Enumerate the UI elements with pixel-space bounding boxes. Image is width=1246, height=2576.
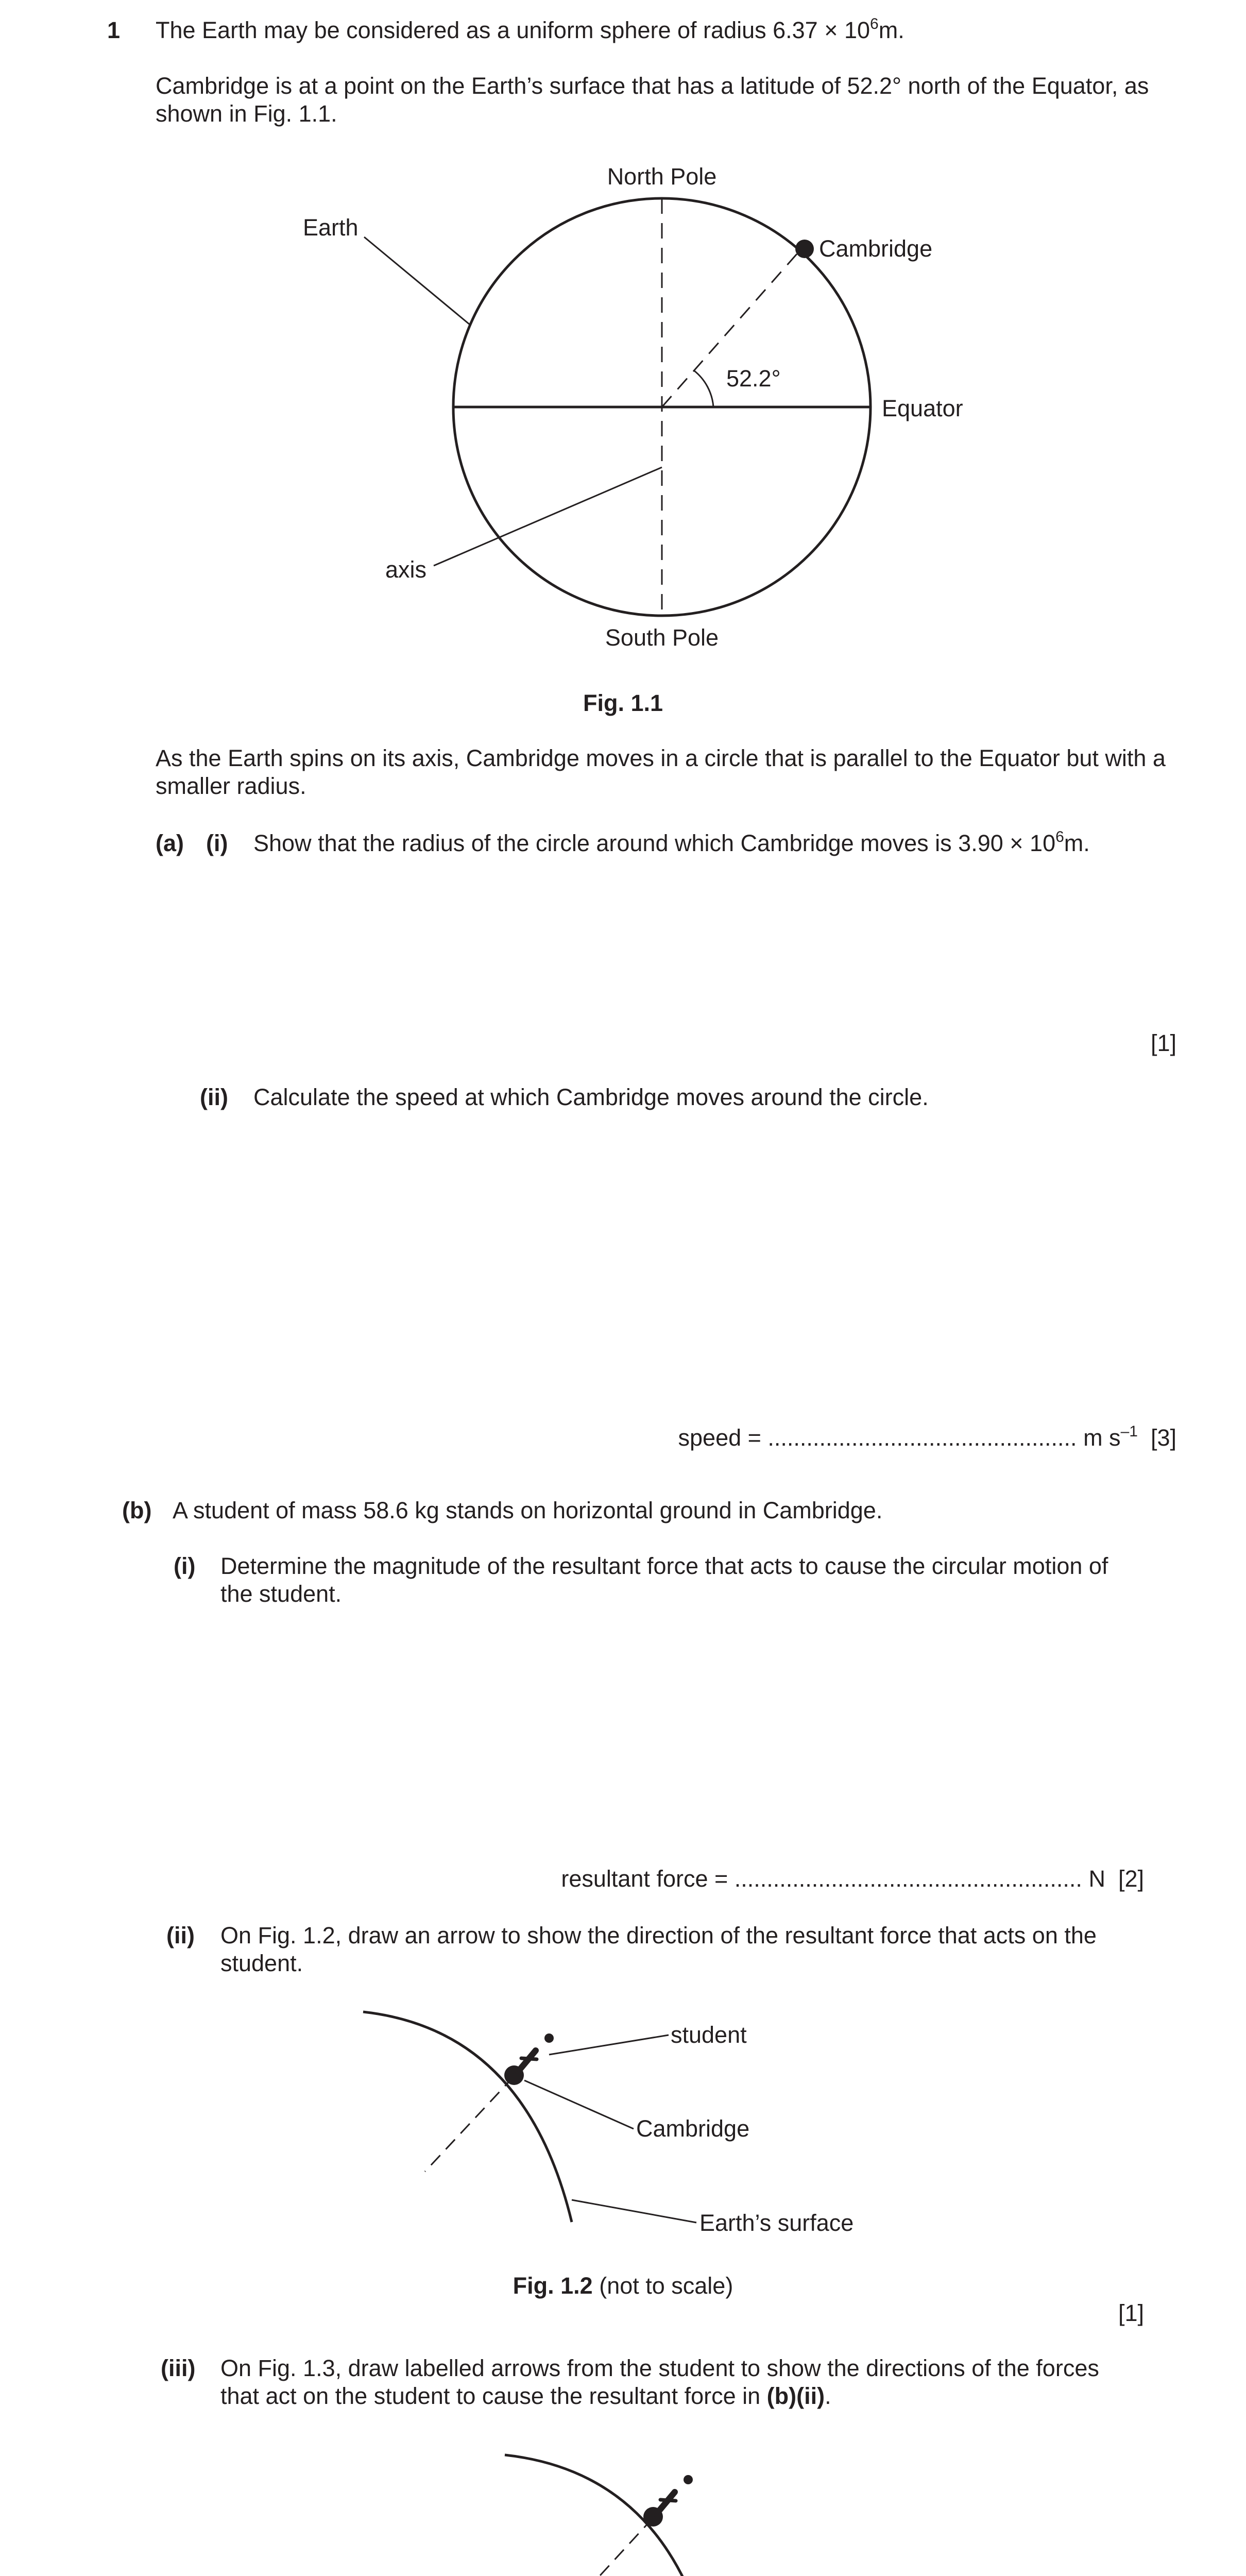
speed-answer-dots[interactable]: ................................................ <box>767 1425 1077 1451</box>
student-body <box>517 2050 536 2073</box>
fig-1-1-diagram <box>0 0 1246 732</box>
part-a-label: (a) <box>156 830 184 856</box>
speed-unit: m s <box>1083 1425 1121 1451</box>
cambridge-label-2: Cambridge <box>636 2115 750 2142</box>
speed-answer-line <box>678 1424 1176 1452</box>
resultant-force-label: resultant force = <box>561 1866 728 1892</box>
surface-leader-line <box>572 2200 696 2223</box>
equator-label: Equator <box>882 395 963 421</box>
part-b-text: A student of mass 58.6 kg stands on horizontal ground in Cambridge. <box>173 1497 883 1523</box>
resultant-force-answer-dots[interactable]: ...................................................... <box>734 1866 1082 1892</box>
north-pole-label: North Pole <box>607 163 717 190</box>
speed-unit-exponent: –1 <box>1120 1423 1138 1440</box>
radius-dashed-line <box>425 2076 514 2172</box>
cambridge-label: Cambridge <box>819 235 933 262</box>
part-b-ii-marks: [1] <box>1118 2300 1144 2326</box>
spin-text: As the Earth spins on its axis, Cambridge moves in a circle that is parallel to the Equator but with a smaller radius. <box>156 745 1166 799</box>
fig-1-2-caption <box>0 2272 1246 2300</box>
student-leader-line <box>549 2035 669 2055</box>
part-b-ii-text: On Fig. 1.2, draw an arrow to show the direction of the resultant force that acts on the student. <box>220 1922 1097 1976</box>
radius-dashed-line-2 <box>564 2518 653 2576</box>
south-pole-label: South Pole <box>605 624 719 651</box>
part-a-i-label: (i) <box>206 830 228 856</box>
part-a-i-unit: m. <box>1064 830 1090 856</box>
question-number: 1 <box>107 17 121 43</box>
surface-label: Earth’s surface <box>699 2210 854 2236</box>
earth-leader-line <box>364 237 470 325</box>
intro-unit: m. <box>878 17 904 43</box>
part-a-ii-label: (ii) <box>200 1084 228 1110</box>
intro-exponent: 6 <box>870 15 879 32</box>
part-b-iii-text <box>220 2354 1143 2410</box>
earth-surface-arc-2 <box>505 2455 712 2576</box>
part-a-i-exponent: 6 <box>1055 828 1064 845</box>
part-b-i-text: Determine the magnitude of the resultant force that acts to cause the circular motion of the student. <box>220 1553 1108 1607</box>
student-arm-2 <box>660 2500 676 2501</box>
student-head <box>544 2033 554 2043</box>
location-text: Cambridge is at a point on the Earth’s surface that has a latitude of 52.2° north of the Equator, as shown in Fig. 1.1. <box>156 73 1149 127</box>
student-head-2 <box>684 2475 693 2484</box>
angle-arc <box>694 370 713 407</box>
part-a-i-text <box>253 829 1090 857</box>
earth-label: Earth <box>303 214 359 241</box>
part-a-ii-marks: [3] <box>1150 1425 1176 1451</box>
angle-label: 52.2° <box>726 365 781 392</box>
part-a-i-body: Show that the radius of the circle around which Cambridge moves is 3.90 × 10 <box>253 830 1056 856</box>
part-a-ii-text: Calculate the speed at which Cambridge moves around the circle. <box>253 1084 929 1110</box>
fig-1-3-diagram <box>0 2442 1246 2576</box>
fig-1-1-caption: Fig. 1.1 <box>583 690 663 716</box>
part-b-iii-text-after: . <box>825 2383 831 2409</box>
cambridge-dot <box>795 240 814 258</box>
speed-label: speed = <box>678 1425 761 1451</box>
earth-surface-arc <box>363 2012 572 2222</box>
part-b-iii-label: (iii) <box>161 2355 196 2381</box>
part-b-i-marks: [2] <box>1118 1866 1144 1892</box>
student-body-2 <box>656 2492 675 2514</box>
resultant-force-answer-line <box>561 1865 1144 1893</box>
student-label: student <box>671 2022 747 2048</box>
part-b-ii-label: (ii) <box>166 1922 195 1948</box>
resultant-force-unit: N <box>1088 1866 1105 1892</box>
part-a-i-marks: [1] <box>1150 1030 1176 1056</box>
fig-1-2-diagram <box>0 1999 1246 2257</box>
fig-1-2-caption-bold: Fig. 1.2 <box>513 2273 593 2299</box>
part-b-i-label: (i) <box>174 1553 196 1579</box>
student-arm <box>521 2058 537 2059</box>
fig-1-2-caption-rest: (not to scale) <box>592 2273 733 2299</box>
axis-label: axis <box>385 556 427 583</box>
cambridge-leader-line <box>524 2080 634 2129</box>
part-b-iii-text-before: On Fig. 1.3, draw labelled arrows from the student to show the directions of the forces that act on the student to cause the resultant force in <box>220 2355 1099 2409</box>
part-b-label: (b) <box>122 1497 152 1523</box>
intro-text-body: The Earth may be considered as a uniform sphere of radius 6.37 × 10 <box>156 17 871 43</box>
part-b-iii-text-bold: (b)(ii) <box>766 2383 825 2409</box>
